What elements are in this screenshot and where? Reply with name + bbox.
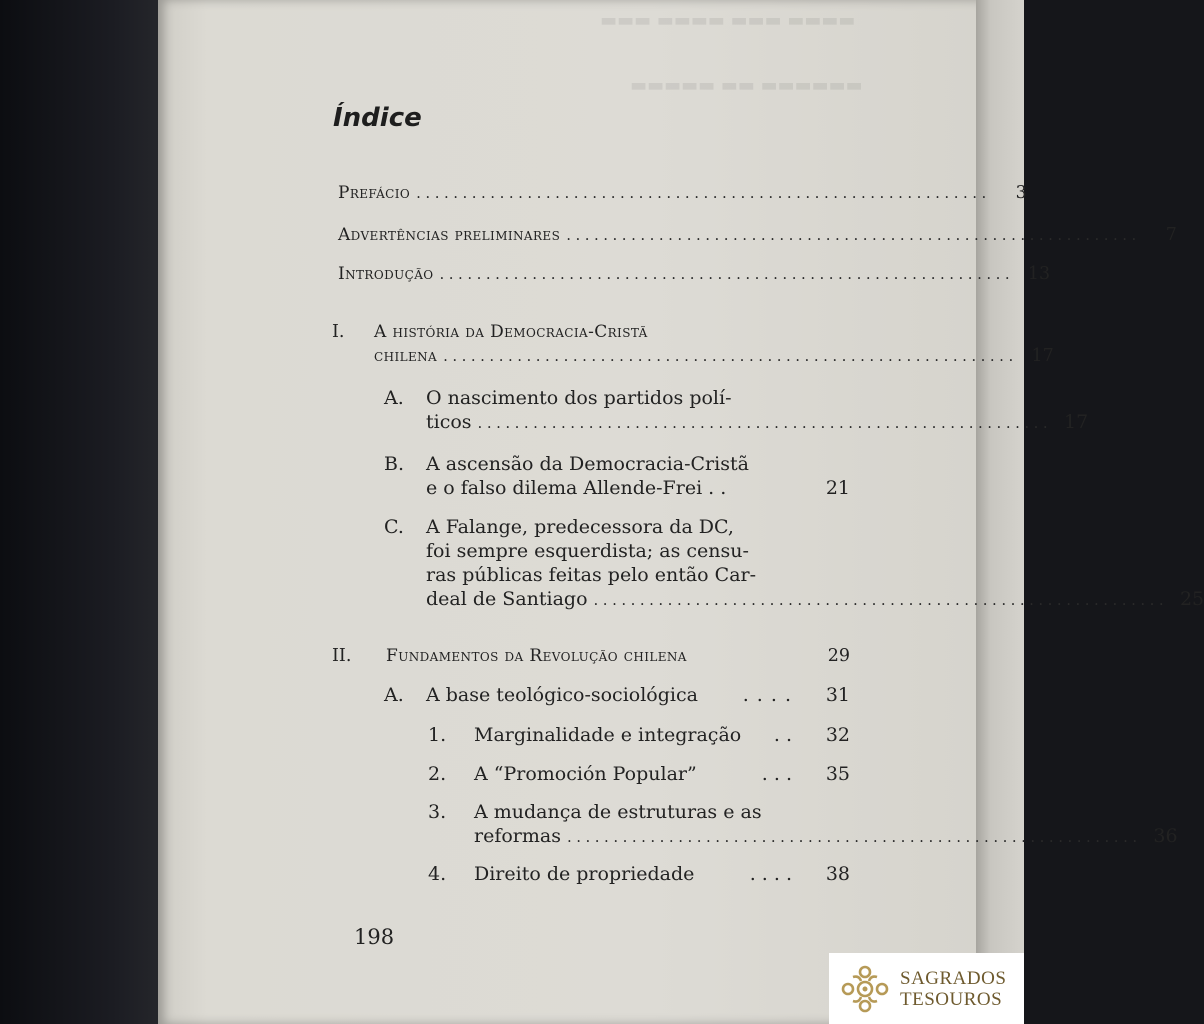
chapter-2-heading	[332, 646, 850, 666]
page-title: Índice	[333, 103, 422, 133]
subsection-page: 38	[825, 863, 850, 885]
chapter-marker: II.	[332, 646, 352, 666]
section-page: 21	[825, 477, 850, 499]
section-marker: A.	[384, 684, 404, 706]
section-page: 31	[825, 684, 850, 706]
chapter-1-heading-cont	[374, 346, 1054, 366]
leader-dots: ..............................................................	[443, 347, 1018, 365]
toc-entry-prefacio	[338, 183, 1027, 203]
section-1c-cont	[426, 588, 1204, 610]
section-1c	[384, 516, 734, 538]
subsection-label: Direito de propriedade	[474, 863, 695, 885]
chapter-title: A história da Democracia-Cristã	[374, 322, 648, 342]
ornament-icon	[838, 962, 892, 1016]
subsection-page: 32	[825, 724, 850, 746]
chapter-title-cont: chilena	[374, 346, 438, 366]
leader-dots: ..............................................................	[566, 226, 1141, 244]
section-line: foi sempre esquerdista; as censu-	[426, 540, 749, 562]
leader-dots: . . . .	[749, 863, 792, 885]
subsection-marker: 3.	[428, 801, 447, 823]
subsection-marker: 2.	[428, 763, 447, 785]
section-page: 17	[1063, 411, 1089, 433]
section-line: e o falso dilema Allende-Frei . .	[426, 477, 727, 499]
leader-dots: ..............................................................	[439, 265, 1015, 283]
leader-dots: . . .	[761, 763, 792, 785]
entry-page: 3	[1015, 183, 1027, 203]
section-line: deal de Santiago	[426, 588, 588, 610]
watermark-line: SAGRADOS	[900, 967, 1007, 989]
chapter-title: Fundamentos da Revolução chilena	[386, 646, 687, 666]
subsection-page: 36	[1153, 825, 1178, 847]
subsection-label: Marginalidade e integração	[474, 724, 742, 746]
section-label: A base teológico-sociológica	[426, 684, 698, 706]
section-1a	[384, 387, 732, 409]
chapter-1-heading	[332, 322, 648, 342]
subsection-label: A “Promoción Popular”	[474, 763, 697, 785]
subsection-marker: 1.	[428, 724, 447, 746]
section-1b	[384, 453, 749, 475]
subsection-2	[428, 763, 850, 785]
toc-entry-introducao	[338, 264, 1051, 284]
section-2a	[384, 684, 850, 706]
subsection-page: 35	[825, 763, 850, 785]
section-marker: A.	[384, 387, 404, 409]
next-page-edge	[976, 0, 1024, 1024]
chapter-page: 29	[827, 646, 850, 666]
page-number: 198	[354, 925, 395, 949]
section-line: O nascimento dos partidos polí-	[426, 387, 732, 409]
subsection-marker: 4.	[428, 863, 447, 885]
subsection-3	[428, 801, 762, 823]
entry-page: 7	[1165, 225, 1177, 245]
book-spine-shadow	[0, 0, 160, 1024]
subsection-line: A mudança de estruturas e as	[474, 801, 762, 823]
section-marker: C.	[384, 516, 404, 538]
subsection-4	[428, 863, 850, 885]
leader-dots: ..............................................................	[416, 184, 991, 202]
section-1a-cont	[426, 411, 1089, 433]
leader-dots: ..............................................................	[593, 591, 1169, 609]
section-page: 25	[1179, 588, 1204, 610]
leader-dots: . .	[773, 724, 792, 746]
entry-page: 13	[1027, 264, 1051, 284]
watermark-logo	[829, 953, 1024, 1024]
entry-label: Advertências preliminares	[338, 225, 561, 245]
section-line: ticos	[426, 411, 472, 433]
subsection-3-cont	[474, 825, 1178, 847]
toc-entry-advertencias	[338, 225, 1177, 245]
section-1b-cont	[426, 477, 850, 499]
section-line: ras públicas feitas pelo então Car-	[426, 564, 757, 586]
entry-label: Prefácio	[338, 183, 411, 203]
section-line: A ascensão da Democracia-Cristã	[426, 453, 749, 475]
entry-label: Introdução	[338, 264, 434, 284]
chapter-page: 17	[1031, 346, 1054, 366]
leader-dots: ..............................................................	[566, 828, 1142, 846]
section-marker: B.	[384, 453, 405, 475]
subsection-line: reformas	[474, 825, 561, 847]
watermark-text	[900, 968, 1006, 1010]
chapter-marker: I.	[332, 322, 345, 342]
leader-dots: ..............................................................	[477, 414, 1053, 432]
watermark-line: TESOUROS	[900, 988, 1003, 1010]
section-line: A Falange, predecessora da DC,	[426, 516, 734, 538]
subsection-1	[428, 724, 850, 746]
leader-dots: . . . .	[742, 684, 792, 706]
